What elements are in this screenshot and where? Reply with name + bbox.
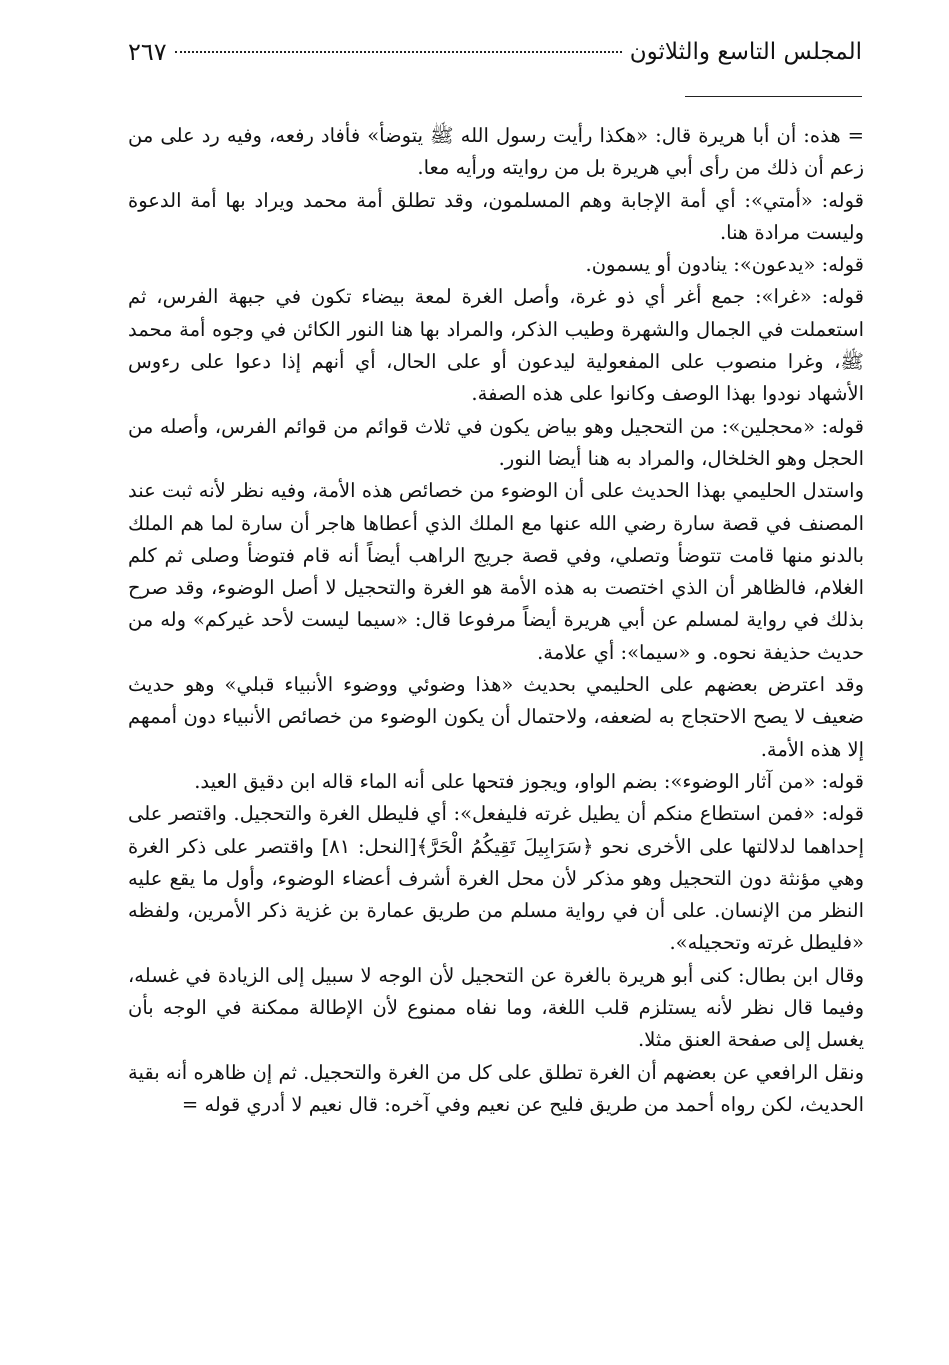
page-header bbox=[128, 32, 862, 72]
paragraph: وقد اعترض بعضهم على الحليمي بحديث «هذا وضوئي ووضوء الأنبياء قبلي» وهو حديث ضعيف لا يصح الاحتجاج به لضعفه، ولاحتمال أن يكون الوضوء من خصائص الأنبياء دون أممهم إلا هذه الأمة. bbox=[128, 673, 864, 761]
running-title: المجلس التاسع والثلاثون bbox=[629, 39, 862, 65]
header-rule bbox=[685, 96, 862, 97]
paragraph: قوله: «أمتي»: أي أمة الإجابة وهم المسلمون، وقد تطلق أمة محمد ويراد بها أمة الدعوة وليست مرادة هنا. bbox=[128, 188, 864, 244]
paragraph: قوله: «غرا»: جمع أغر أي ذو غرة، وأصل الغرة لمعة بيضاء تكون في جبهة الفرس، ثم استعملت في الجمال والشهرة وطيب الذكر، والمراد بها هنا النور الكائن في وجوه أمة محمد ﷺ، وغرا منصوب على المفعولية ليدعون أو على الحال، أي أنهم إذا دعوا على رءوس الأشهاد نودوا بهذا الوصف وكانوا على هذه الصفة. bbox=[128, 285, 864, 406]
paragraph: قوله: «من آثار الوضوء»: بضم الواو، ويجوز فتحها على أنه الماء قاله ابن دقيق العيد. bbox=[194, 769, 864, 793]
body-text bbox=[128, 120, 864, 1121]
paragraph: قوله: «فمن استطاع منكم أن يطيل غرته فليفعل»: أي فليطل الغرة والتحجيل. واقتصر على إحداهما لدلالتها على الأخرى نحو ﴿سَرَابِيلَ تَقِيكُمُ الْحَرَّ﴾[النحل: ٨١] واقتصر على ذكر الغرة وهي مؤنثة دون التحجيل وهو مذكر لأن محل الغرة أشرف أعضاء الوضوء، وأول ما يقع عليه النظر من الإنسان. على أن في رواية مسلم من طريق عمارة بن غزية ذكر الأمرين، ولفظه «فليطل غرته وتحجيله». bbox=[128, 802, 864, 955]
paragraph: = هذه: أن أبا هريرة قال: «هكذا رأيت رسول الله ﷺ يتوضأ» فأفاد رفعه، وفيه رد على من زعم أن ذلك من رأى أبي هريرة بل من روايته ورأيه معا. bbox=[128, 124, 864, 180]
paragraph: واستدل الحليمي بهذا الحديث على أن الوضوء من خصائص هذه الأمة، وفيه نظر لأنه ثبت عند المصنف في قصة سارة رضي الله عنها مع الملك الذي أعطاها هاجر أن سارة لما هم الملك بالدنو منها قامت تتوضأ وتصلي، وفي قصة جريج الراهب أيضاً أنه قام فتوضأ وصلى ثم كلم الغلام، فالظاهر أن الذي اختصت به هذه الأمة هو الغرة والتحجيل لا أصل الوضوء، وقد صرح بذلك في رواية لمسلم عن أبي هريرة أيضاً مرفوعا قال: «سيما ليست لأحد غيركم» وله من حديث حذيفة نحوه. و «سيما»: أي علامة. bbox=[128, 479, 864, 664]
paragraph: ونقل الرافعي عن بعضهم أن الغرة تطلق على كل من الغرة والتحجيل. ثم إن ظاهره أنه بقية الحديث، لكن رواه أحمد من طريق فليح عن نعيم وفي آخره: قال نعيم لا أدري قوله = bbox=[128, 1060, 864, 1116]
paragraph: قوله: «يدعون»: ينادون أو يسمون. bbox=[585, 253, 864, 277]
paragraph: وقال ابن بطال: كنى أبو هريرة بالغرة عن التحجيل لأن الوجه لا سبيل إلى الزيادة في غسله، وفيما قال نظر لأنه يستلزم قلب اللغة، وما نفاه ممنوع لأن الإطالة ممكنة في الوجه بأن يغسل إلى صفحة العنق مثلا. bbox=[128, 963, 864, 1052]
dotted-leader bbox=[175, 51, 622, 53]
paragraph: قوله: «محجلين»: من التحجيل وهو بياض يكون في ثلاث قوائم من قوائم الفرس، وأصله من الحجل وهو الخلخال، والمراد به هنا أيضا النور. bbox=[128, 414, 864, 470]
page-number: ٢٦٧ bbox=[128, 38, 167, 66]
